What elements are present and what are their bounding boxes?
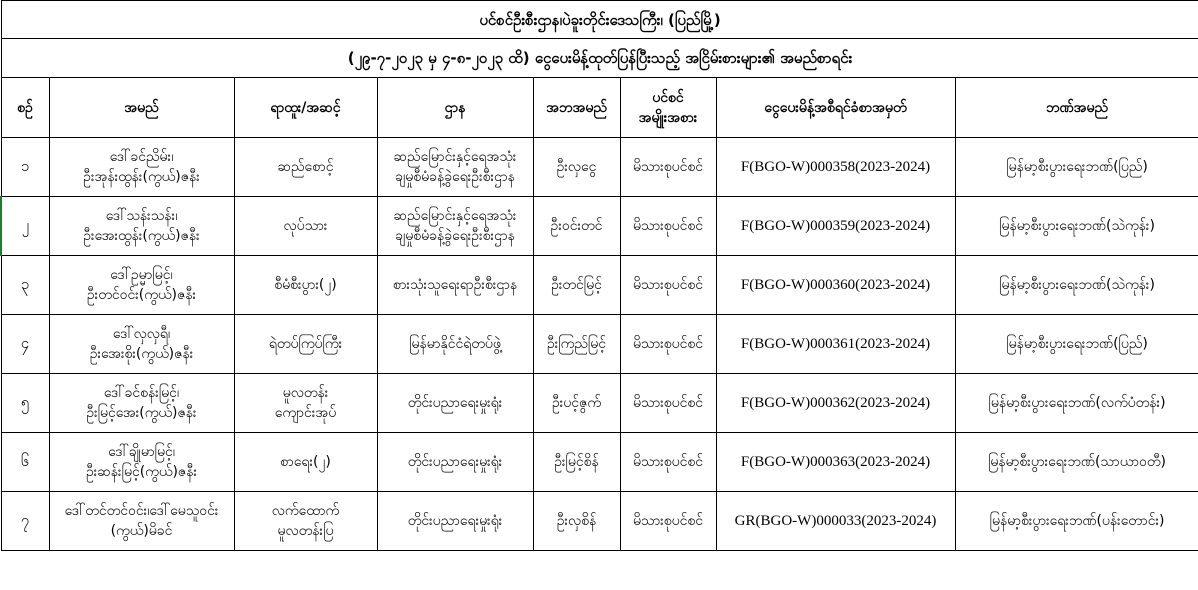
header-row [1, 78, 1198, 138]
document-subtitle: (၂၉-၇-၂၀၂၃ မှ ၄-၈-၂၀၂၃ ထိ) ငွေပေးမိန့်ထုတ်ပြန်ပြီးသည့် အငြိမ်းစားများ၏ အမည်စာရင်း [1, 39, 1198, 78]
department-cell[interactable]: ဆည်မြောင်းနှင့်ရေအသုံး ချမှုစီမံခန့်ခွဲရေးဦးစီးဌာန [377, 197, 533, 256]
table-row [1, 138, 1198, 197]
name-cell[interactable]: ဒေါ်တင်တင်ဝင်း၊ဒေါ်မေသူဝင်း (ကွယ်)မိခင် [49, 492, 234, 551]
table-row [1, 315, 1198, 374]
bank-cell[interactable]: မြန်မာ့စီးပွားရေးဘဏ်(သဲကုန်း) [955, 197, 1198, 256]
father-name-cell[interactable]: ဦးကြည်မြင့် [533, 315, 620, 374]
rank-cell[interactable]: လက်ထောက် မူလတန်းပြ [234, 492, 377, 551]
rank-cell[interactable]: လုပ်သား [234, 197, 377, 256]
document-title: ပင်စင်ဦးစီးဌာန၊ပဲခူးတိုင်းဒေသကြီး၊ (ပြည်မြို့) [1, 1, 1198, 39]
father-name-cell[interactable]: ဦးလှငွေ [533, 138, 620, 197]
report-number-cell[interactable]: GR(BGO-W)000033(2023-2024) [716, 492, 955, 551]
serial-cell[interactable]: ၁ [1, 138, 49, 197]
subtitle-row [1, 39, 1198, 78]
department-cell[interactable]: တိုင်းပညာရေးမှုးရုံး [377, 374, 533, 433]
header-cell[interactable]: စဉ် [1, 78, 49, 138]
table-row [1, 374, 1198, 433]
rank-cell[interactable]: စီမံစီးပွား(၂) [234, 256, 377, 315]
report-number-cell[interactable]: F(BGO-W)000358(2023-2024) [716, 138, 955, 197]
report-number-cell[interactable]: F(BGO-W)000359(2023-2024) [716, 197, 955, 256]
header-cell[interactable]: ဘဏ်အမည် [955, 78, 1198, 138]
father-name-cell[interactable]: ဦးပင့်ဇွက် [533, 374, 620, 433]
header-cell[interactable]: အမည် [49, 78, 234, 138]
bank-cell[interactable]: မြန်မာ့စီးပွားရေးဘဏ်(သာယာဝတီ) [955, 433, 1198, 492]
header-cell[interactable]: ပင်စင် အမျိုးအစား [620, 78, 716, 138]
pension-type-cell[interactable]: မိသားစုပင်စင် [620, 315, 716, 374]
header-cell[interactable]: ဌာန [377, 78, 533, 138]
father-name-cell[interactable]: ဦးဝင်းတင် [533, 197, 620, 256]
table-row [1, 492, 1198, 551]
bank-cell[interactable]: မြန်မာ့စီးပွားရေးဘဏ်(ပြည်) [955, 138, 1198, 197]
table-row [1, 256, 1198, 315]
pension-type-cell[interactable]: မိသားစုပင်စင် [620, 374, 716, 433]
serial-cell[interactable]: ၂ [1, 197, 49, 256]
department-cell[interactable]: မြန်မာနိုင်ငံရဲတပ်ဖွဲ့ [377, 315, 533, 374]
father-name-cell[interactable]: ဦးမြင့်စိန် [533, 433, 620, 492]
report-number-cell[interactable]: F(BGO-W)000363(2023-2024) [716, 433, 955, 492]
header-cell[interactable]: ငွေပေးမိန့်အစီရင်ခံစာအမှတ် [716, 78, 955, 138]
header-cell[interactable]: ရာထူး/အဆင့် [234, 78, 377, 138]
pension-type-cell[interactable]: မိသားစုပင်စင် [620, 433, 716, 492]
name-cell[interactable]: ဒေါ်ခင်ညိမ်း၊ ဦးအုန်းထွန်း(ကွယ်)ဇနီး [49, 138, 234, 197]
pension-type-cell[interactable]: မိသားစုပင်စင် [620, 197, 716, 256]
rank-cell[interactable]: စာရေး(၂) [234, 433, 377, 492]
serial-cell[interactable]: ၄ [1, 315, 49, 374]
pension-type-cell[interactable]: မိသားစုပင်စင် [620, 492, 716, 551]
serial-cell[interactable]: ၆ [1, 433, 49, 492]
name-cell[interactable]: ဒေါ်သန်းသန်း၊ ဦးအေးထွန်း(ကွယ်)ဇနီး [49, 197, 234, 256]
serial-cell[interactable]: ၃ [1, 256, 49, 315]
pension-type-cell[interactable]: မိသားစုပင်စင် [620, 138, 716, 197]
report-number-cell[interactable]: F(BGO-W)000362(2023-2024) [716, 374, 955, 433]
name-cell[interactable]: ဒေါ်ဥမ္မာမြင့်၊ ဦးတင်ဝင်း(ကွယ်)ဇနီး [49, 256, 234, 315]
department-cell[interactable]: ဆည်မြောင်းနှင့်ရေအသုံး ချမှုစီမံခန့်ခွဲရေးဦးစီးဌာန [377, 138, 533, 197]
report-number-cell[interactable]: F(BGO-W)000360(2023-2024) [716, 256, 955, 315]
name-cell[interactable]: ဒေါ်လှလှရီ၊ ဦးအေးစိုး(ကွယ်)ဇနီး [49, 315, 234, 374]
rank-cell[interactable]: ရဲတပ်ကြပ်ကြီး [234, 315, 377, 374]
father-name-cell[interactable]: ဦးတင်မြင့် [533, 256, 620, 315]
serial-cell[interactable]: ၅ [1, 374, 49, 433]
pension-type-cell[interactable]: မိသားစုပင်စင် [620, 256, 716, 315]
table-row [1, 197, 1198, 256]
title-row [1, 1, 1198, 39]
department-cell[interactable]: တိုင်းပညာရေးမှုးရုံး [377, 492, 533, 551]
report-number-cell[interactable]: F(BGO-W)000361(2023-2024) [716, 315, 955, 374]
father-name-cell[interactable]: ဦးလှစိန် [533, 492, 620, 551]
table-row [1, 433, 1198, 492]
department-cell[interactable]: တိုင်းပညာရေးမှုးရုံး [377, 433, 533, 492]
name-cell[interactable]: ဒေါ်ခင်စန်းမြင့်၊ ဦးမြင့်အေး(ကွယ်)ဇနီး [49, 374, 234, 433]
header-cell[interactable]: အဘအမည် [533, 78, 620, 138]
name-cell[interactable]: ဒေါ်ချိုမာမြင့်၊ ဦးဆန်းမြင့်(ကွယ်)ဇနီး [49, 433, 234, 492]
department-cell[interactable]: စားသုံးသူရေးရာဦးစီးဌာန [377, 256, 533, 315]
rank-cell[interactable]: မူလတန်း ကျောင်းအုပ် [234, 374, 377, 433]
serial-cell[interactable]: ၇ [1, 492, 49, 551]
rank-cell[interactable]: ဆည်စောင့် [234, 138, 377, 197]
bank-cell[interactable]: မြန်မာ့စီးပွားရေးဘဏ်(လက်ပံတန်း) [955, 374, 1198, 433]
bank-cell[interactable]: မြန်မာ့စီးပွားရေးဘဏ်(သဲကုန်း) [955, 256, 1198, 315]
bank-cell[interactable]: မြန်မာ့စီးပွားရေးဘဏ်(ပြည်) [955, 315, 1198, 374]
bank-cell[interactable]: မြန်မာ့စီးပွားရေးဘဏ်(ပန်းတောင်း) [955, 492, 1198, 551]
